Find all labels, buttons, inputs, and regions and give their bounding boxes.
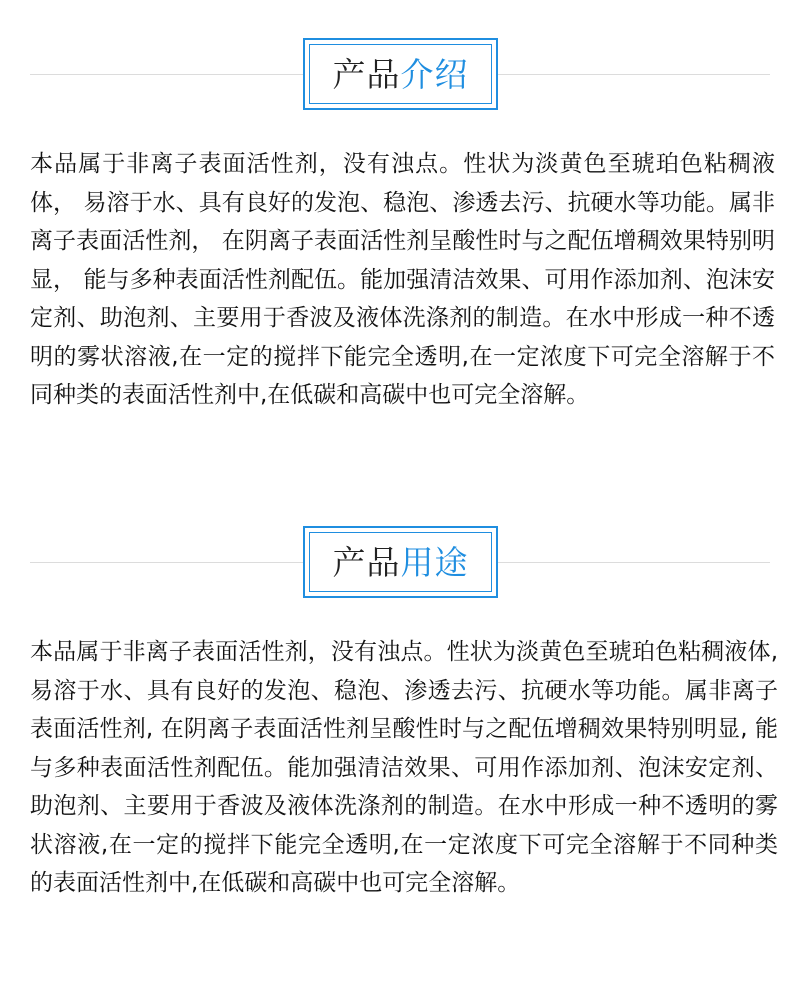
product-use-title-blue: 用途 — [400, 542, 469, 582]
product-intro-title-dark: 产品 — [332, 54, 401, 94]
product-use-body: 本品属于非离子表面活性剂，没有浊点。性状为淡黄色至琥珀色粘稠液体, 易溶于水、具有良好的发泡、稳泡、渗透去污、抗硬水等功能。属非离子表面活性剂, 在阴离子表面活性剂呈酸性时与之配伍增稠效果特别明显, 能与多种表面活性剂配伍。能加强清洁效果、可用作添加剂、泡沫安定剂、助泡剂、主要用于香波及液体洗涤剂的制造。在水中形成一种不透明的雾状溶液,在一定的搅拌下能完全透明,在一定浓度下可完全溶解于不同种类的表面活性剂中,在低碳和高碳中也可完全溶解。 — [30, 639, 778, 896]
product-intro-title — [309, 44, 492, 104]
header-divider-left — [30, 74, 304, 75]
header-divider-right — [498, 562, 770, 563]
product-use-header — [0, 526, 800, 598]
product-use-title — [309, 532, 492, 592]
product-intro-body: 本品属于非离子表面活性剂，没有浊点。性状为淡黄色至琥珀色粘稠液体， 易溶于水、具有良好的发泡、稳泡、渗透去污、抗硬水等功能。属非离子表面活性剂， 在阴离子表面活性剂呈酸性时与之配伍增稠效果特别明显， 能与多种表面活性剂配伍。能加强清洁效果、可用作添加剂、泡沫安定剂、助泡剂、主要用于香波及液体洗涤剂的制造。在水中形成一种不透明的雾状溶液,在一定的搅拌下能完全透明,在一定浓度下可完全溶解于不同种类的表面活性剂中,在低碳和高碳中也可完全溶解。 — [30, 151, 775, 408]
product-use-title-dark: 产品 — [332, 542, 401, 582]
product-use-title-box — [303, 526, 498, 598]
product-intro-title-box — [303, 38, 498, 110]
header-divider-right — [498, 74, 770, 75]
product-intro-header — [0, 38, 800, 110]
product-intro-title-blue: 介绍 — [400, 54, 469, 94]
header-divider-left — [30, 562, 304, 563]
